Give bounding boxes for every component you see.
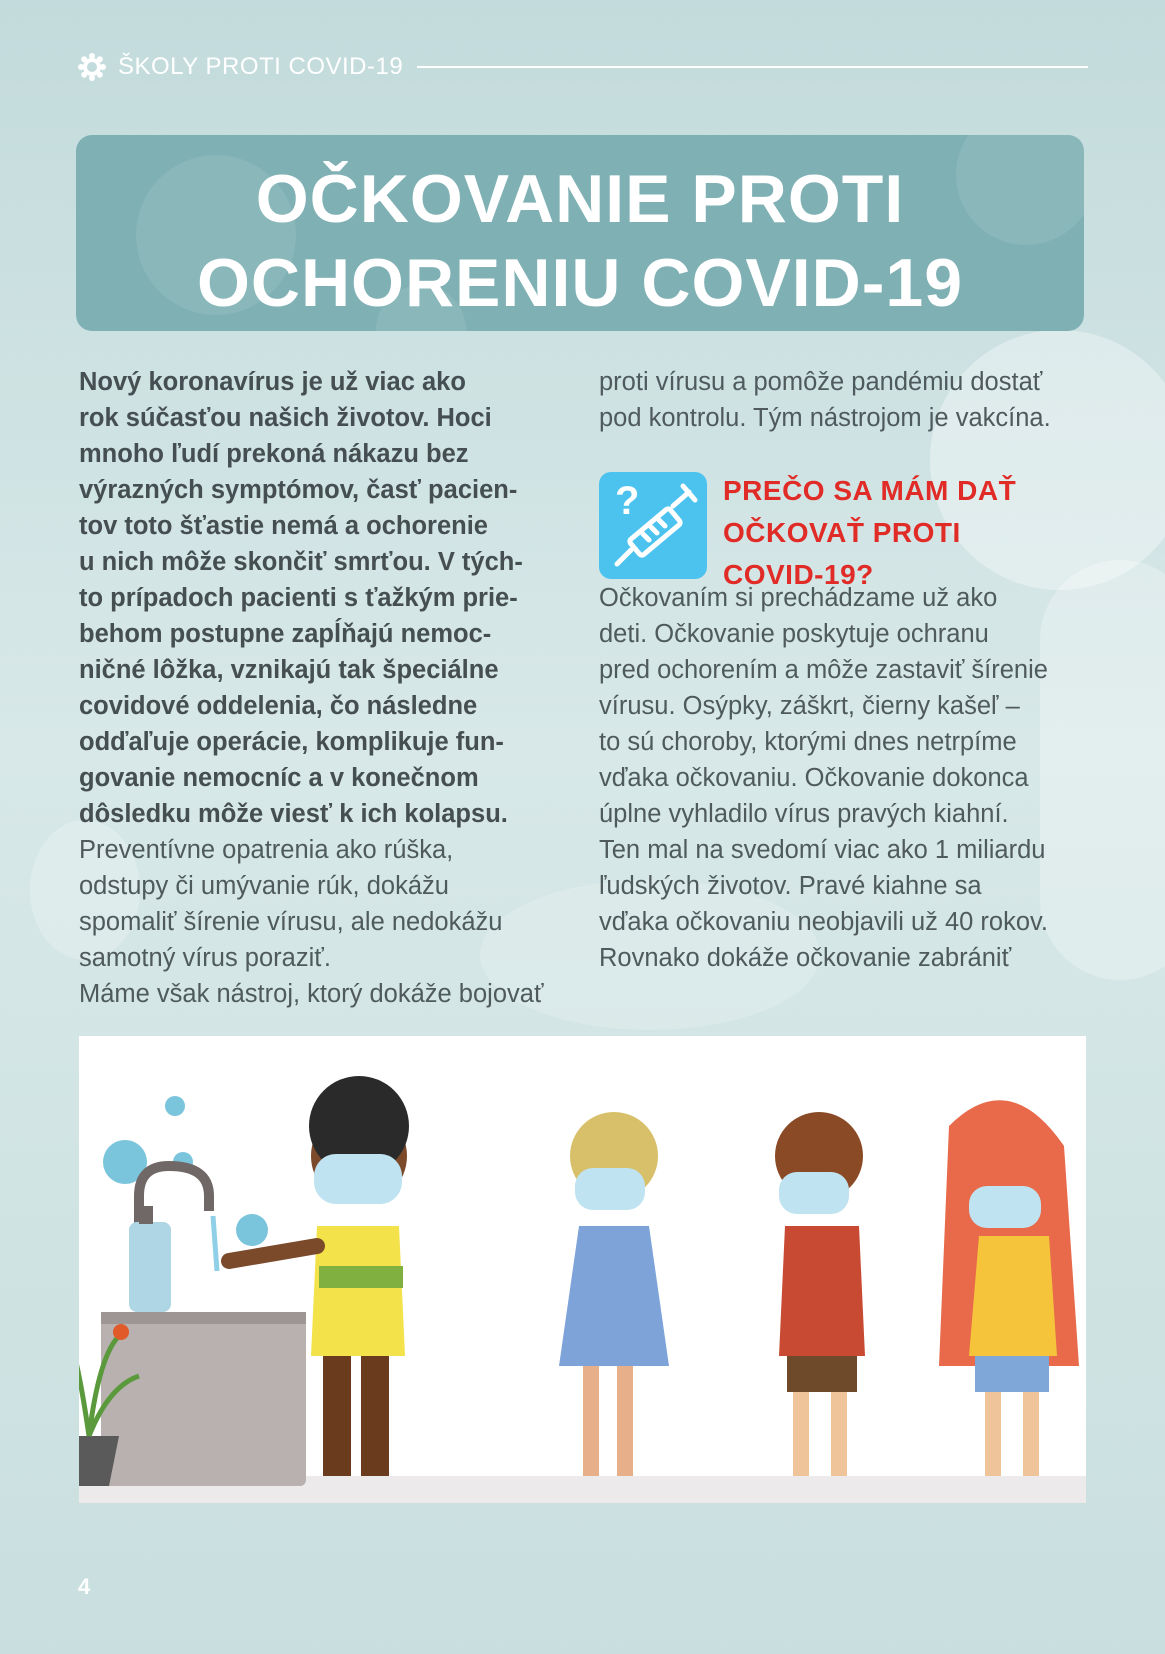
text-line: odstupy či umývanie rúk, dokážu xyxy=(79,872,449,900)
text-line: tov toto šťastie nemá a ochorenie xyxy=(79,512,488,540)
header xyxy=(78,50,1088,84)
text-line: to sú choroby, ktorými dnes netrpíme xyxy=(599,728,1017,756)
title-banner xyxy=(76,135,1084,331)
text-line: to prípadoch pacienti s ťažkým prie- xyxy=(79,584,518,612)
text-line: úplne vyhladilo vírus pravých kiahní. xyxy=(599,800,1009,828)
heading-line: OČKOVAŤ PROTI xyxy=(723,517,961,548)
page-title-line-2: OCHORENIU COVID-19 xyxy=(196,245,964,321)
text-line: samotný vírus poraziť. xyxy=(79,944,331,972)
text-line: rok súčasťou našich životov. Hoci xyxy=(79,404,492,432)
text-line: ničné lôžka, vznikajú tak špeciálne xyxy=(79,656,499,684)
text-line: proti vírusu a pomôže pandémiu dostať xyxy=(599,368,1043,396)
text-line: u nich môže skončiť smrťou. V tých- xyxy=(79,548,523,576)
text-line: Nový koronavírus je už viac ako xyxy=(79,368,466,396)
text-line: ľudských životov. Pravé kiahne sa xyxy=(599,872,982,900)
text-line: mnoho ľudí prekoná nákazu bez xyxy=(79,440,469,468)
page-title-line-1: OČKOVANIE PROTI xyxy=(255,161,905,237)
why-vaccinate-section xyxy=(599,470,1087,604)
text-line: pred ochorením a môže zastaviť šírenie xyxy=(599,656,1048,684)
text-line: spomaliť šírenie vírusu, ale nedokážu xyxy=(79,908,503,936)
gear-icon xyxy=(78,53,106,81)
text-line: odďaľuje operácie, komplikuje fun- xyxy=(79,728,504,756)
heading-line: PREČO SA MÁM DAŤ xyxy=(723,475,1017,506)
vaccination-paragraph xyxy=(599,580,1087,976)
text-line: Rovnako dokáže očkovanie zabrániť xyxy=(599,944,1012,972)
page-title xyxy=(76,157,1084,325)
text-line: Ten mal na svedomí viac ako 1 miliardu xyxy=(599,836,1046,864)
children-handwashing-masks-illustration xyxy=(79,1036,1086,1503)
right-column xyxy=(599,364,1087,976)
left-column xyxy=(79,364,574,1012)
text-line: govanie nemocníc a v konečnom xyxy=(79,764,479,792)
text-line: vďaka očkovaniu. Očkovanie dokonca xyxy=(599,764,1029,792)
page-number: 4 xyxy=(78,1574,91,1599)
header-label: ŠKOLY PROTI COVID-19 xyxy=(118,53,404,80)
text-line: pod kontrolu. Tým nástrojom je vakcína. xyxy=(599,404,1051,432)
prevention-paragraph xyxy=(79,832,574,1012)
text-line: výrazných symptómov, časť pacien- xyxy=(79,476,518,504)
header-rule xyxy=(417,66,1088,68)
text-line: covidové oddelenia, čo následne xyxy=(79,692,478,720)
text-line: Očkovaním si prechádzame už ako xyxy=(599,584,998,612)
continuation-paragraph xyxy=(599,364,1087,436)
intro-paragraph xyxy=(79,364,574,832)
text-line: vďaka očkovaniu neobjavili už 40 rokov. xyxy=(599,908,1048,936)
text-line: Preventívne opatrenia ako rúška, xyxy=(79,836,454,864)
heading-line: COVID-19? xyxy=(723,559,874,590)
syringe-question-icon xyxy=(599,472,707,579)
why-vaccinate-heading xyxy=(723,470,1083,596)
text-line: behom postupne zapĺňajú nemoc- xyxy=(79,620,492,648)
text-line: dôsledku môže viesť k ich kolapsu. xyxy=(79,800,508,828)
text-line: deti. Očkovanie poskytuje ochranu xyxy=(599,620,989,648)
text-line: Máme však nástroj, ktorý dokáže bojovať xyxy=(79,980,544,1008)
text-line: vírusu. Osýpky, záškrt, čierny kašeľ – xyxy=(599,692,1020,720)
svg-text:?: ? xyxy=(615,479,640,523)
